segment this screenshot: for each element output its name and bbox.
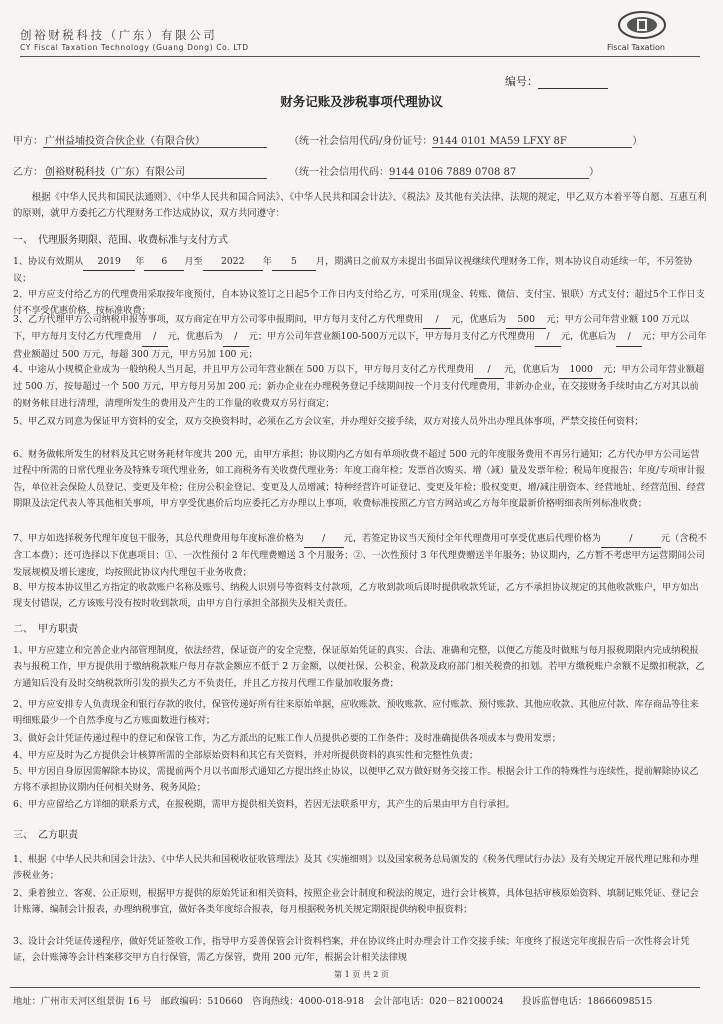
section-3-heading: 三、 乙方职责	[13, 830, 78, 841]
section-2-item-6: 6、甲方应留给乙方详细的联系方式，在报税期，需甲方提供相关资料，若因无法联系甲方，其产生的后果由甲方自行承担。	[13, 799, 515, 810]
annual-discount-price: /	[601, 531, 661, 548]
text: 元（含税不含工本费）；还可选择以下优惠项目：①、一次性预付 2 年代理费赠送 3 个月服务；②、一次性预付 3 年代理费赠送半年服务；协议期内，乙方暂不考虑甲方运营期间公司发展规模及增长速度，均按照此协议内代理包干业务收费；	[13, 533, 707, 578]
text: 元，优惠后为	[167, 331, 223, 343]
text: 7、甲方如选择税务代理年度包干服务，其总代理费用每年度标准价格为	[13, 533, 304, 544]
section-2-heading: 二、 甲方职责	[13, 624, 78, 635]
header-divider	[20, 56, 700, 57]
section-1-item-3	[13, 312, 707, 363]
company-logo-icon	[617, 10, 667, 40]
section-3-item-1: 1、根据《中华人民共和国会计法》、《中华人民共和国税收征收管理法》及其《实施细则》以及国家税务总局颁发的《税务代理试行办法》及有关规定开展代理记账和办理涉税业务；	[13, 854, 699, 882]
party-a-code: 9144 0101 MA59 LFXY 8F	[432, 136, 632, 148]
party-b-code-label: （统一社会信用代码：	[289, 167, 389, 178]
party-b	[13, 163, 599, 179]
section-1-item-2: 2、甲方应支付给乙方的代理费用采取按年度预付，自本协议签订之日起5个工作日内支付给乙方，可采用(现金、转账、微信、支付宝、银联）方式支付；超过5个工作日支付不享受优惠价格，按标准收费；	[13, 289, 705, 317]
text: 元，优惠后为	[451, 314, 507, 325]
party-b-name: 创裕财税科技（广东）有限公司	[43, 163, 267, 179]
section-1-item-5: 5、甲乙双方同意为保证甲方资料的安全，双方交换资料时，必须在乙方会议室，并办理好交接手续，双方对接人员外出办理具体事项，严禁交接任何资料；	[13, 416, 644, 427]
section-1-item-4	[13, 362, 707, 412]
text: 1、协议有效期从	[13, 256, 84, 267]
serial-label: 编号：	[505, 75, 538, 88]
annual-standard-price: /	[304, 531, 344, 548]
end-year: 2022	[203, 254, 263, 271]
section-1-item-7	[13, 531, 707, 581]
serial-number	[505, 73, 608, 89]
party-b-code: 9144 0106 7889 0708 87	[389, 167, 589, 179]
logo-caption: Fiscal Taxation	[607, 43, 665, 52]
fee-100-500w: /	[535, 329, 561, 346]
start-year: 2019	[83, 254, 135, 271]
footer-address: 地址：广州市天河区组景街 16 号 邮政编码：510660 咨询热线：4000-018-918 会计部电话：020－82100024 投诉监督电话：18666098515	[13, 996, 653, 1007]
text: 年	[135, 256, 145, 267]
text: 月至	[184, 256, 203, 267]
fee-general-taxpayer-discount: 1000	[559, 362, 603, 379]
section-2-item-3: 3、做好会计凭证传递过程中的登记和保管工作，为乙方派出的记账工作人员提供必要的工作条件；及时准确提供各项成本与费用发票；	[13, 733, 561, 744]
text: 元，若签定协议当天预付全年代理费用可享受优惠后代理价格为	[343, 533, 601, 544]
section-2-item-5: 5、甲方因自身原因需解除本协议，需提前两个月以书面形式通知乙方提出终止协议，以便甲乙双方做好财务交接工作。根据会计工作的特殊性与连续性，提前解除协议乙方将不承担协议期内任何相关财务、税务风险；	[13, 766, 699, 794]
text: 年	[262, 256, 272, 267]
party-a-label: 甲方：	[13, 136, 43, 147]
fee-100-500w-discount: /	[616, 329, 642, 346]
fee-zero-report: /	[423, 312, 451, 329]
section-1-item-1	[13, 254, 707, 288]
section-2-item-4: 4、甲方应及时为乙方提供会计核算所需的全部原始资料和其它有关资料，并对所提供资料的真实性和完整性负责；	[13, 750, 479, 761]
text: 月，期满日之前双方未提出书面异议视继续代理财务工作，则本协议自动延续一年，不另签协议；	[13, 256, 693, 285]
section-2-item-2: 2、甲方应安排专人负责现金和银行存款的收付，保管传递好所有往来原始单据，应收账款、预收账款、应付账款、预付账款、其他应收款、其他应付款、库存商品等往来明细账最少一个自然季度与乙方账面数进行核对；	[13, 699, 699, 727]
text: 元，优惠后为	[504, 364, 560, 375]
end-month: 5	[272, 254, 316, 271]
footer-divider	[10, 987, 700, 988]
text: 4、中途从小规模企业成为一般纳税人当月起，并且甲方公司年营业额在 500 万以下，甲方每月支付乙方代理费用	[13, 364, 475, 375]
text: 元；甲方公司年营业额超过 500 万元，每超 300 万元，甲方另加 100 元；	[13, 331, 707, 360]
party-b-code-close: ）	[589, 167, 599, 178]
text: 3、乙方代理甲方公司纳税申报等事项，双方商定在甲方公司零申报期间，甲方每月支付乙方代理费用	[13, 314, 424, 325]
section-1-item-6: 6、财务做帐所发生的材料及其它财务耗材年度共 200 元，由甲方承担；协议期内乙方如有单项收费不超过 500 元的年度服务费用不再另行通知；乙方代办甲方公司运营过程中所需的日常代理业务及特殊专项代理业务，如工商税务有关收费代理业务：年度工商年检；发票首次购买、增（减）量及发票年检；税局年度报告；年度/专项审计报告，单位社会保险人员登记、变更及年检；住房公积金登记、变更及人员增减；特种经营许可证登记、变更及年检；股权变更、增/减注册资本、经营地址、经营范围、经营期限及法定代表人等其他相关事项，甲方享受优惠价后均应委托乙方办理以上事项，收费标准按照乙方官方网站或乙方每年度最新价格明细表所列标准收费；	[13, 449, 706, 510]
text: 元，优惠后为	[561, 331, 617, 343]
text: 元；甲方公司年营业额 100 万元以下，甲方每月支付乙方代理费用	[13, 314, 690, 343]
section-1-heading: 一、 代理服务期限、范围、收费标准与支付方式	[13, 235, 228, 246]
serial-value	[538, 77, 608, 89]
party-a-code-label: （统一社会信用代码/身份证号：	[289, 136, 433, 147]
document-title: 财务记账及涉税事项代理协议	[280, 94, 443, 109]
company-name-en: CY Fiscal Taxation Technology (Guang Dong) Co. LTD	[20, 43, 249, 52]
section-3-item-2: 2、秉着独立、客观、公正原则，根据甲方提供的原始凭证和相关资料，按照企业会计制度和税法的规定，进行会计核算，具体包括审核原始资料、填制记账凭证、登记会计账簿、编制会计报表，办理纳税事宜，做好各类年度综合报表，每月根据税务机关规定期限提供纳税申报资料；	[13, 888, 699, 916]
text: 元；甲方公司年营业额超过 500 万，按每超过一个 500 万元，甲方每月另加 200 元；新办企业在办理税务登记手续期间按一个月支付代理费用，非新办企业，在交接财务手续时由乙方对其以前的财务帐目进行清理，清理所发生的费用及产生的工作量的收费双方另行商定；	[13, 364, 705, 409]
section-2-item-1: 1、甲方应建立和完善企业内部管理制度，依法经营，保证资产的安全完整，保证原始凭证的真实、合法、准确和完整，以便乙方能及时做账与每月报税期限内完成纳税报表与报税工作，甲方提供用于缴纳税款账户每月存款金额应不低于 2 万金额，以便社保、公积金、税款及政府部门相关税费的扣划。若甲方缴税账户余额不足缴扣税款，乙方通知后没有及时交纳税款所引发的损失乙方不负责任，并且乙方按月代理工作量加收服务费；	[13, 645, 705, 689]
fee-general-taxpayer: /	[474, 362, 504, 379]
fee-zero-report-discount: 500	[506, 312, 546, 329]
page-number: 第 1 页 共 2 页	[334, 970, 389, 979]
party-b-label: 乙方：	[13, 167, 43, 178]
party-a-code-close: ）	[632, 136, 643, 147]
start-month: 6	[144, 254, 184, 271]
text: 元；甲方公司年营业额100-500万元以下，甲方每月支付乙方代理费用	[248, 331, 535, 343]
company-name-cn: 创裕财税科技（广东）有限公司	[20, 28, 218, 42]
fee-under-100w-discount: /	[223, 329, 249, 346]
intro-paragraph: 根据《中华人民共和国民法通则》、《中华人民共和国合同法》、《中华人民共和国会计法》、《税法》及其他有关法律、法规的规定，甲乙双方本着平等自愿、互惠互利的原则，就甲方委托乙方代理财务工作达成协议，双方共同遵守：	[13, 192, 707, 220]
party-a-name: 广州益埔投资合伙企业（有限合伙）	[43, 132, 267, 148]
section-3-item-3: 3、设计会计凭证传递程序，做好凭证签收工作，指导甲方妥善保管会计资料档案，并在协议终止时办理会计工作交接手续；年度终了报送完年度报告后一次性将会计凭证，会计账簿等会计档案移交甲方自行保管，需乙方保管，费用 200 元/年，根据会计相关法律规	[13, 936, 690, 964]
fee-under-100w: /	[142, 329, 168, 346]
section-1-item-8: 8、甲方按本协议里乙方指定的收款账户名称及账号、纳税人识别号等资料支付款项，乙方收到款项后即时提供收款凭证，乙方不承担协议规定的其他收款账户，甲方如出现支付错误，乙方该账号没有按时收到款项，由甲方自行承担全部损失及相关责任。	[13, 582, 699, 610]
party-a	[13, 132, 642, 148]
